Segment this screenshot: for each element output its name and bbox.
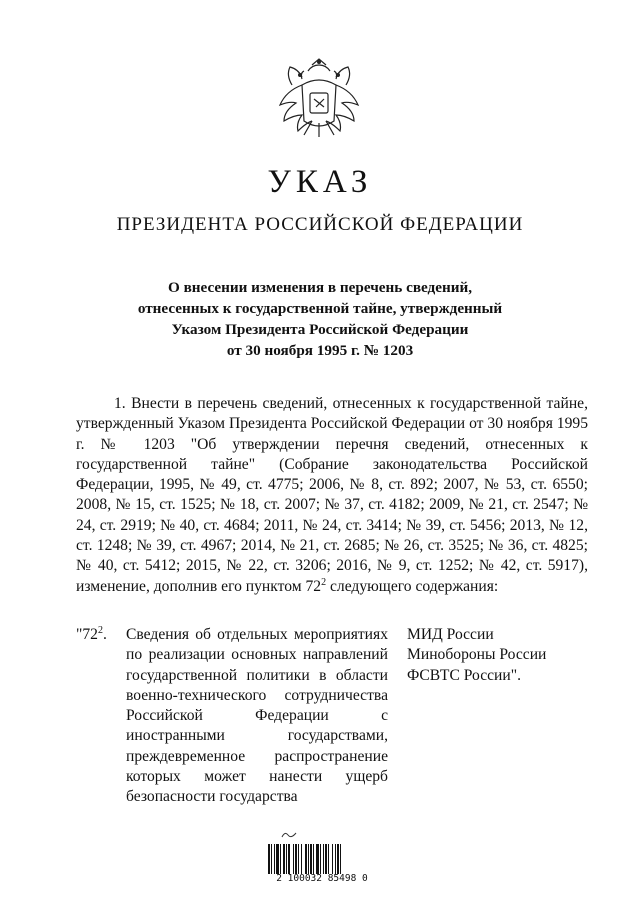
barcode-number: 2 100032 85498 0 xyxy=(276,873,368,884)
paragraph-superscript: 2 xyxy=(321,576,327,588)
organization-name: Минобороны России xyxy=(407,646,547,664)
barcode-icon xyxy=(268,844,376,874)
item-organizations xyxy=(407,625,597,686)
organization-name: ФСВТС России". xyxy=(407,666,522,684)
scribble-mark xyxy=(281,831,297,842)
paragraph-text-end: следующего содержания: xyxy=(326,577,499,595)
item-number: "$72^2$. xyxy=(76,625,107,643)
double-headed-eagle-emblem-icon xyxy=(272,55,366,149)
document-heading xyxy=(100,277,540,361)
heading-line: от 30 ноября 1995 г. № 1203 xyxy=(226,342,414,359)
heading-line: Указом Президента Российской Федерации xyxy=(171,321,469,338)
document-type-title: УКАЗ xyxy=(267,164,373,200)
item-number-superscript: 2 xyxy=(97,625,103,636)
issuer-subtitle: ПРЕЗИДЕНТА РОССИЙСКОЙ ФЕДЕРАЦИИ xyxy=(116,214,524,235)
item-description: Сведения об отдельных мероприятиях по реализации основных направлений государственной политики в области военно-технического сотрудничества Российской Федерации с иностранными государствами, преждевременное распространение которых может нанести ущерб безопасности государства xyxy=(126,626,388,806)
heading-line: О внесении изменения в перечень сведений, xyxy=(167,279,473,296)
main-paragraph xyxy=(76,394,588,597)
paragraph-text: 1. Внести в перечень сведений, отнесенных к государственной тайне, утвержденный Указом Президента Российской Федерации от 30 ноября 1995 г. № 1203 "Об утверждении перечня сведений, отнесенных к государственной тайне" (Собрание законодательства Российской Федерации, 1995, № 49, ст. 4775; 2006, № 8, ст. 892; 2007, № 53, ст. 6550; 2008, № 15, ст. 1525; № 18, ст. 2007; № 37, ст. 4182; 2009, № 21, ст. 2547; № 24, ст. 2919; № 40, ст. 4684; 2011, № 24, ст. 3414; № 39, ст. 5456; 2013, № 12, ст. 1248; № 39, ст. 4967; 2014, № 21, ст. 2685; № 26, ст. 3525; № 36, ст. 4825; № 40, ст. 5412; 2015, № 22, ст. 3206; 2016, № 9, ст. 1252; № 42, ст. 5917), изменение, дополнив его пунктом 72 xyxy=(76,395,588,595)
heading-line: отнесенных к государственной тайне, утвержденный xyxy=(137,300,503,317)
organization-name: МИД России xyxy=(407,626,494,643)
